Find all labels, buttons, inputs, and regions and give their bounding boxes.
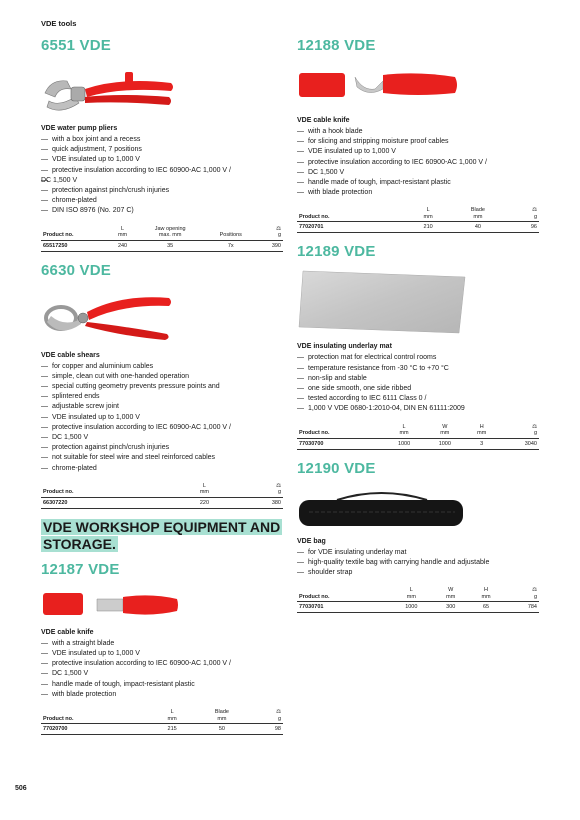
product-name: VDE bag	[297, 537, 326, 545]
table-row	[41, 240, 283, 251]
col-weight: ⚖ g	[231, 482, 283, 498]
feature-item: — VDE insulated up to 1,000 V	[41, 413, 283, 423]
feature-list	[297, 548, 539, 579]
feature-list	[41, 135, 283, 217]
col-length: L mm	[151, 708, 193, 724]
feature-item: — not suitable for steel wire and steel reinforced cables	[41, 453, 283, 463]
cell-length: 1000	[384, 438, 425, 449]
product-name: VDE insulating underlay mat	[297, 343, 392, 351]
col-product-no: Product no.	[297, 423, 384, 439]
col-weight: ⚖ g	[504, 586, 539, 602]
col-product-no: Product no.	[297, 586, 390, 602]
feature-item: — tested according to IEC 6111 Class 0 /	[297, 394, 539, 404]
cell-length: 220	[178, 497, 230, 508]
table-header-row	[41, 708, 283, 724]
feature-item: — for VDE insulating underlay mat	[297, 548, 539, 558]
feature-item: — protection against pinch/crush injuries	[41, 443, 283, 453]
feature-item: — protection against pinch/crush injuries	[41, 186, 283, 196]
col-height: H mm	[468, 586, 503, 602]
col-product-no: Product no.	[41, 482, 178, 498]
feature-item: — protective insulation according to IEC 60900-AC 1,000 V /	[41, 166, 283, 176]
product-6630	[41, 262, 283, 509]
feature-item: — for copper and aluminium cables	[41, 362, 283, 372]
weight-icon: ⚖	[276, 482, 281, 489]
feature-item: — simple, clean cut with one-handed operation	[41, 372, 283, 382]
product-code: 12188 VDE	[297, 37, 376, 54]
col-positions: Positions	[205, 225, 257, 241]
product-name: VDE water pump pliers	[41, 125, 118, 132]
cell-length: 240	[109, 240, 135, 251]
feature-item: — with a straight blade	[41, 639, 283, 649]
feature-item-continued: — DC 1,500 V	[297, 168, 539, 178]
feature-item: — one side smooth, one side ribbed	[297, 384, 539, 394]
cell-blade: 40	[449, 222, 507, 233]
feature-item: — adjustable screw joint	[41, 402, 283, 412]
feature-item: — quick adjustment, 7 positions	[41, 145, 283, 155]
product-12189	[297, 243, 539, 449]
cell-jaw-opening: 35	[136, 240, 205, 251]
feature-item: — high-quality textile bag with carrying handle and adjustable	[297, 558, 539, 568]
feature-list	[41, 362, 283, 474]
table-header-row	[297, 206, 539, 222]
feature-item-continued: — DC 1,500 V	[41, 176, 283, 186]
straight-cable-knife-image	[41, 587, 283, 621]
col-weight: ⚖ g	[257, 225, 283, 241]
spec-table	[41, 482, 283, 509]
cell-product-no: 77030700	[297, 438, 384, 449]
feature-list	[41, 639, 283, 700]
cell-weight: 380	[231, 497, 283, 508]
feature-list	[297, 127, 539, 198]
product-code: 12189 VDE	[297, 243, 376, 261]
feature-item-continued: — shoulder strap	[297, 568, 539, 578]
col-weight: ⚖ g	[498, 423, 539, 439]
feature-item: — DIN ISO 8976 (No. 207 C)	[41, 206, 283, 216]
feature-item: — with a hook blade	[297, 127, 539, 137]
cell-width: 300	[433, 602, 468, 613]
cell-product-no: 77020701	[297, 222, 407, 233]
table-row	[41, 497, 283, 508]
cell-product-no: 77030701	[297, 602, 390, 613]
col-length: L mm	[390, 586, 434, 602]
col-product-no: Product no.	[41, 708, 151, 724]
cell-length: 1000	[390, 602, 434, 613]
col-product-no: Product no.	[41, 225, 109, 241]
water-pump-pliers-image	[41, 63, 283, 117]
col-blade: Blade mm	[449, 206, 507, 222]
col-height: H mm	[465, 423, 498, 439]
col-length: L mm	[384, 423, 425, 439]
vde-bag-image	[297, 486, 539, 530]
col-length: L mm	[178, 482, 230, 498]
feature-item-continued: — 1,000 V VDE 0680-1:2010-04, DIN EN 61111:2009	[297, 404, 539, 414]
cell-height: 65	[468, 602, 503, 613]
table-header-row	[41, 482, 283, 498]
cell-height: 3	[465, 438, 498, 449]
feature-item: — non-slip and stable	[297, 374, 539, 384]
feature-item: — protective insulation according to IEC 60900-AC 1,000 V /	[41, 659, 283, 669]
feature-item: — protective insulation according to IEC 60900-AC 1,000 V /	[297, 158, 539, 168]
col-weight: ⚖ g	[507, 206, 539, 222]
feature-item-continued: — splintered ends	[41, 392, 283, 402]
feature-item: — VDE insulated up to 1,000 V	[41, 155, 283, 165]
cell-weight: 3040	[498, 438, 539, 449]
hook-cable-knife-image	[297, 63, 539, 109]
feature-item-continued: — DC 1,500 V	[41, 669, 283, 679]
col-length: L mm	[109, 225, 135, 241]
cell-positions: 7x	[205, 240, 257, 251]
feature-item: — with a box joint and a recess	[41, 135, 283, 145]
feature-item: — chrome-plated	[41, 464, 283, 474]
feature-item: — VDE insulated up to 1,000 V	[297, 147, 539, 157]
feature-item: — with blade protection	[41, 690, 283, 700]
table-header-row	[297, 586, 539, 602]
page-number: 506	[15, 785, 27, 792]
feature-item: — with blade protection	[297, 188, 539, 198]
col-jaw-opening: Jaw opening max. mm	[136, 225, 205, 241]
spec-table	[297, 423, 539, 450]
product-name: VDE cable knife	[297, 117, 350, 124]
table-header-row	[41, 225, 283, 241]
spec-table	[297, 206, 539, 233]
feature-item: — VDE insulated up to 1,000 V	[41, 649, 283, 659]
feature-item: — temperature resistance from -30 °C to +70 °C	[297, 364, 539, 374]
table-row	[297, 438, 539, 449]
weight-icon: ⚖	[532, 587, 537, 594]
feature-item: — handle made of tough, impact-resistant plastic	[297, 178, 539, 188]
feature-item: — protective insulation according to IEC 60900-AC 1,000 V /	[41, 423, 283, 433]
cell-weight: 96	[507, 222, 539, 233]
col-weight: ⚖ g	[251, 708, 283, 724]
spec-table	[297, 586, 539, 613]
product-code: 6630 VDE	[41, 261, 111, 279]
product-12187	[41, 561, 283, 735]
product-code: 12190 VDE	[297, 459, 376, 477]
product-name: VDE cable knife	[41, 628, 94, 636]
col-length: L mm	[407, 206, 449, 222]
feature-item: — chrome-plated	[41, 196, 283, 206]
right-column	[297, 37, 539, 623]
table-row	[41, 724, 283, 735]
table-row	[297, 222, 539, 233]
weight-icon: ⚖	[276, 225, 281, 232]
feature-item: — handle made of tough, impact-resistant plastic	[41, 680, 283, 690]
cell-weight: 98	[251, 724, 283, 735]
cell-product-no: 65517250	[41, 240, 109, 251]
product-12190	[297, 460, 539, 614]
product-code: 6551 VDE	[41, 37, 111, 54]
table-row	[297, 602, 539, 613]
cell-weight: 390	[257, 240, 283, 251]
cell-length: 215	[151, 724, 193, 735]
cell-weight: 784	[504, 602, 539, 613]
product-name: VDE cable shears	[41, 351, 100, 359]
weight-icon: ⚖	[276, 709, 281, 716]
col-width: W mm	[433, 586, 468, 602]
product-code: 12187 VDE	[41, 560, 120, 578]
feature-item-continued: — DC 1,500 V	[41, 433, 283, 443]
feature-item: — for slicing and stripping moisture proof cables	[297, 137, 539, 147]
col-blade: Blade mm	[193, 708, 251, 724]
feature-item: — special cutting geometry prevents pressure points and	[41, 382, 283, 392]
insulating-mat-image	[297, 269, 539, 335]
page-category: VDE tools	[41, 19, 77, 28]
left-column	[41, 37, 283, 745]
cable-shears-image	[41, 288, 283, 344]
cell-product-no: 66307220	[41, 497, 178, 508]
section-heading: VDE WORKSHOP EQUIPMENT AND STORAGE.	[43, 518, 281, 552]
feature-list	[297, 353, 539, 414]
col-product-no: Product no.	[297, 206, 407, 222]
cell-width: 1000	[424, 438, 465, 449]
weight-icon: ⚖	[532, 423, 537, 430]
table-header-row	[297, 423, 539, 439]
spec-table	[41, 708, 283, 735]
weight-icon: ⚖	[532, 207, 537, 214]
cell-product-no: 77020700	[41, 724, 151, 735]
product-6551	[41, 37, 283, 252]
feature-item: — protection mat for electrical control rooms	[297, 353, 539, 363]
cell-length: 210	[407, 222, 449, 233]
cell-blade: 50	[193, 724, 251, 735]
col-width: W mm	[424, 423, 465, 439]
product-12188	[297, 37, 539, 233]
spec-table	[41, 225, 283, 252]
